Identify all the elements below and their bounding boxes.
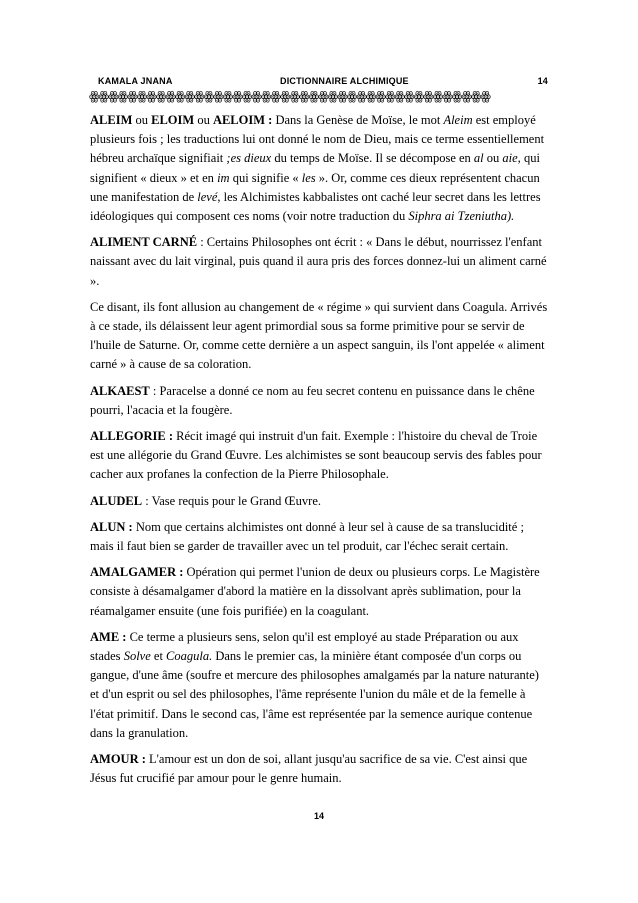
entry-aliment-carne: ALIMENT CARNÉ : Certains Philosophes ont écrit : « Dans le début, nourrissez l'enfant naissant avec du lait virginal, puis quand il aura pris des forces donnez-lui un aliment carné ». (90, 235, 547, 288)
entry-term: ALUDEL (90, 493, 143, 508)
entry-term: ALLEGORIE : (90, 429, 174, 444)
entry-term: AME : (90, 629, 127, 644)
entry-term: ALUN : (90, 519, 133, 534)
header-page-number: 14 (537, 76, 548, 86)
entry-term: AMALGAMER : (90, 565, 184, 580)
decorative-border: ꙮꙮꙮꙮꙮꙮꙮꙮꙮꙮꙮꙮꙮꙮꙮꙮꙮꙮꙮꙮꙮꙮꙮꙮꙮꙮꙮꙮꙮꙮꙮꙮꙮꙮꙮꙮꙮꙮꙮꙮꙮꙮ (89, 90, 490, 103)
entry-term: ALEIM (90, 113, 133, 127)
entry-alkaest: ALKAEST : Paracelse a donné ce nom au feu secret contenu en puissance dans le chêne pourri, l'acacia et la fougère. (90, 383, 535, 417)
entry-allegorie: ALLEGORIE : Récit imagé qui instruit d'un fait. Exemple : l'histoire du cheval de Troie est une allégorie du Grand Œuvre. Les alchimistes se sont beaucoup servis des fables pour cacher aux profanes la confection de la Pierre Philosophale. (90, 429, 542, 482)
page-header (92, 76, 548, 90)
dictionary-entries (90, 111, 549, 796)
entry-aliment-carne-continued: Ce disant, ils font allusion au changement de « régime » qui survient dans Coagula. Arrivés à ce stade, ils délaissent leur agent primordial sous sa forme primitive pour se servir de l'huile de Saturne. Or, comme cette dernière a un aspect sanguin, ils l'ont appelée « aliment carné » à cause de sa coloration. (90, 299, 548, 372)
entry-amalgamer: AMALGAMER : Opération qui permet l'union de deux ou plusieurs corps. Le Magistère consiste à désamalgamer d'abord la matière en la dissolvant après sublimation, pour la réamalgamer ensuite (une fois purifiée) en la coagulant. (90, 565, 540, 618)
entry-aludel: ALUDEL : Vase requis pour le Grand Œuvre. (90, 493, 321, 508)
entry-ame: AME : Ce terme a plusieurs sens, selon qu'il est employé au stade Préparation ou aux stades Solve et Coagula. Dans le premier cas, la minière étant composée d'un corps ou gangue, d'une âme (soufre et mercure des philosophes amalgamés par la nature naturante) et d'un esprit ou sel des philosophes, l'âme représente l'union du mâle et de la femelle à l'état primitif. Dans le second cas, l'âme est représentée par la semence aurique contenue dans la granulation. (90, 629, 539, 740)
entry-term: AMOUR : (90, 752, 146, 767)
entry-aleim: ALEIM ou ELOIM ou AELOIM : Dans la Genèse de Moïse, le mot Aleim est employé plusieurs fois ; les traductions lui ont donné le nom de Dieu, mais ce terme essentiellement hébreu archaïque signifiait ;es dieux du temps de Moïse. Il se décompose en al ou aie, qui signifient « dieux » et en im qui signifie « les ». Or, comme ces dieux représentent chacun une manifestation de levé, les Alchimistes kabbalistes ont caché leur secret dans les lettres idéologiques qui composent ces noms (voir notre traduction du Siphra ai Tzeniutha). (90, 113, 545, 224)
entry-term: AELOIM : (212, 113, 273, 127)
entry-amour: AMOUR : L'amour est un don de soi, allant jusqu'au sacrifice de sa vie. C'est ainsi que Jésus fut crucifié par amour pour le genre humain. (90, 752, 528, 786)
header-title: DICTIONNAIRE ALCHIMIQUE (280, 76, 409, 86)
entry-alun: ALUN : Nom que certains alchimistes ont donné à leur sel à cause de sa translucidité ; mais il faut bien se garder de travailler avec un tel produit, car l'échec serait certain. (90, 519, 524, 554)
entry-term: ALKAEST (90, 383, 150, 398)
header-author: KAMALA JNANA (98, 76, 173, 86)
entry-term: ALIMENT CARNÉ (90, 235, 198, 250)
page-footer-number: 14 (313, 811, 324, 821)
entry-term: ELOIM (151, 113, 195, 127)
